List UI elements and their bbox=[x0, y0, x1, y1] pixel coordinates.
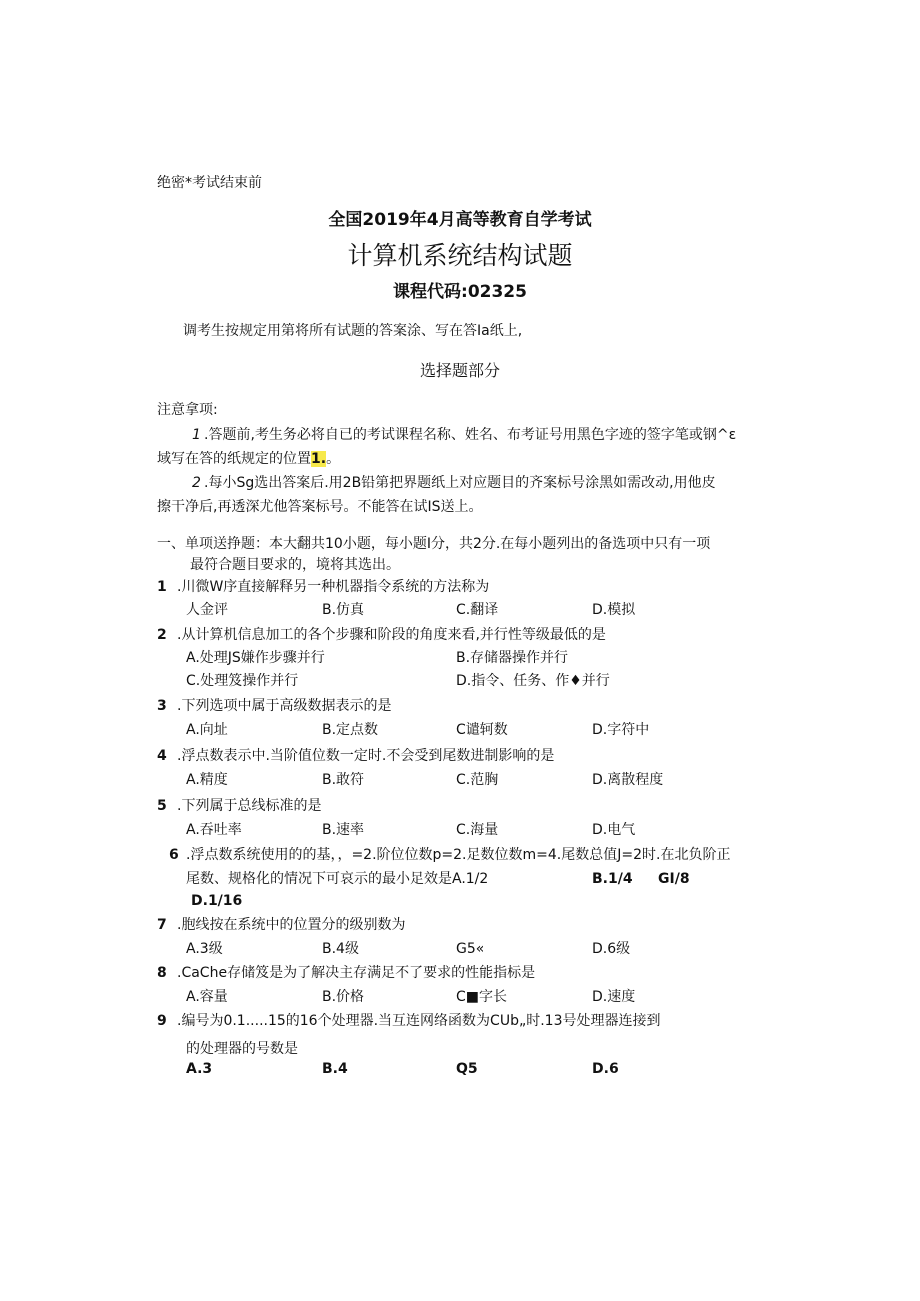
question-7-text: .胞线按在系统中的位置分的级别数为 bbox=[177, 917, 406, 933]
note-1-line-1: .答题前,考生务必将自已的考试课程名称、姓名、布考证号用黑色字迹的签字笔或钢^ε bbox=[204, 427, 737, 443]
note-1-number: 1 bbox=[192, 427, 201, 443]
question-8-option-a: A.容量 bbox=[186, 989, 228, 1005]
question-4-option-a: A.精度 bbox=[186, 772, 228, 788]
question-5-option-d: D.电气 bbox=[592, 822, 636, 838]
question-4-text: .浮点数表示中.当阶值位数一定时.不会受到尾数进制影响的是 bbox=[177, 748, 555, 764]
highlight-mark: 1. bbox=[311, 451, 327, 467]
question-7-number: 7 bbox=[157, 917, 167, 933]
course-code: 课程代码:02325 bbox=[393, 282, 527, 302]
question-1-number: 1 bbox=[157, 579, 167, 595]
question-6-text-2: 尾数、规格化的情况下可哀示的最小足效是A.1/2 bbox=[186, 871, 489, 887]
question-9-option-b: B.4 bbox=[322, 1061, 348, 1077]
question-4-option-d: D.离散程度 bbox=[592, 772, 664, 788]
question-1-option-b: B.仿真 bbox=[322, 602, 365, 618]
note-1-line-2-end: 。 bbox=[326, 451, 341, 467]
question-8-text: .CaChe存储笈是为了解决主存满足不了要求的性能指标是 bbox=[177, 965, 536, 981]
section-title: 选择题部分 bbox=[419, 361, 500, 380]
question-4-option-b: B.敢符 bbox=[322, 772, 365, 788]
question-6-number: 6 bbox=[169, 847, 179, 863]
question-5-text: .下列属于总线标准的是 bbox=[177, 798, 322, 814]
question-8-number: 8 bbox=[157, 965, 167, 981]
question-8-option-d: D.速度 bbox=[592, 989, 636, 1005]
question-3-option-b: B.定点数 bbox=[322, 722, 379, 738]
confidential-label: 绝密*考试结束前 bbox=[157, 175, 262, 191]
question-9-option-c: Q5 bbox=[456, 1061, 478, 1077]
question-3-option-c: C谴轲数 bbox=[456, 722, 508, 738]
note-1-line-2 bbox=[157, 450, 340, 468]
question-5-option-b: B.速率 bbox=[322, 822, 365, 838]
question-9-text: .编号为0.1.....15的16个处理器.当互连网络函数为CUb„时.13号处理器连接到 bbox=[177, 1013, 661, 1029]
question-2-option-b: B.存储器操作并行 bbox=[456, 650, 569, 666]
question-5-number: 5 bbox=[157, 798, 167, 814]
question-3-option-a: A.向址 bbox=[186, 722, 228, 738]
question-9-option-d: D.6 bbox=[592, 1061, 619, 1077]
question-4-option-c: C.范胸 bbox=[456, 772, 499, 788]
question-6-text: .浮点数系统使用的的基，，=2.阶位位数p=2.足数位数m=4.尾数总值J=2时.在北负阶正 bbox=[186, 847, 731, 863]
question-7-option-a: A.3级 bbox=[186, 941, 223, 957]
question-8-option-c: C■字长 bbox=[456, 989, 508, 1005]
question-2-option-c: C.处理笈操作并行 bbox=[186, 673, 299, 689]
question-3-option-d: D.字符中 bbox=[592, 722, 650, 738]
question-6-option-d: D.1/16 bbox=[191, 893, 243, 909]
section-1-subheading: 最符合题目要求的，境将其选出。 bbox=[190, 557, 400, 573]
instruction-line: 调考生按规定用第将所有试题的答案涂、写在答Ia纸上, bbox=[183, 323, 523, 339]
section-1-heading: 一、单项送挣题：本大翻共10小题，每小题I分，共2分.在每小题列出的备选项中只有一项 bbox=[157, 536, 711, 552]
question-7-option-c: G5« bbox=[456, 941, 485, 957]
question-8-option-b: B.价格 bbox=[322, 989, 365, 1005]
question-9-text-2: 的处理器的号数是 bbox=[186, 1041, 298, 1057]
question-2-option-a: A.处理JS嫌作步骤并行 bbox=[186, 650, 325, 666]
question-5-option-c: C.海量 bbox=[456, 822, 499, 838]
note-2-line-2: 擦干净后,再透深尤他答案标号。不能答在试IS送上。 bbox=[157, 499, 483, 515]
exam-title: 全国2019年4月高等教育自学考试 bbox=[328, 210, 592, 230]
question-2-option-d: D.指令、任务、作♦并行 bbox=[456, 673, 610, 689]
question-1-text: .川微W序直接解释另一种机器指令系统的方法称为 bbox=[177, 579, 490, 595]
question-7-option-b: B.4级 bbox=[322, 941, 359, 957]
question-6-option-c: GI/8 bbox=[658, 871, 690, 887]
question-9-number: 9 bbox=[157, 1013, 167, 1029]
question-6-option-b: B.1/4 bbox=[592, 871, 633, 887]
question-5-option-a: A.吞吐率 bbox=[186, 822, 242, 838]
question-4-number: 4 bbox=[157, 748, 167, 764]
notes-label: 注意拿项: bbox=[157, 402, 218, 418]
question-1-option-c: C.翻译 bbox=[456, 602, 499, 618]
note-1-line-2-text: 域写在答的纸规定的位置 bbox=[157, 451, 311, 467]
paper-title: 计算机系统结构试题 bbox=[347, 241, 573, 270]
question-9-option-a: A.3 bbox=[186, 1061, 213, 1077]
question-3-text: .下列选项中属于高级数据表示的是 bbox=[177, 698, 392, 714]
note-2-line-1: .每小Sg选出答案后.用2B铅第把界题纸上对应题目的齐案标号涂黑如需改动,用他皮 bbox=[204, 475, 716, 491]
question-7-option-d: D.6级 bbox=[592, 941, 631, 957]
question-2-number: 2 bbox=[157, 627, 167, 643]
note-2-number: 2 bbox=[192, 475, 201, 491]
question-2-text: .从计算机信息加工的各个步骤和阶段的角度来看,并行性等级最低的是 bbox=[177, 627, 606, 643]
question-1-option-d: D.模拟 bbox=[592, 602, 636, 618]
question-1-option-a: 人金评 bbox=[186, 602, 228, 618]
question-3-number: 3 bbox=[157, 698, 167, 714]
